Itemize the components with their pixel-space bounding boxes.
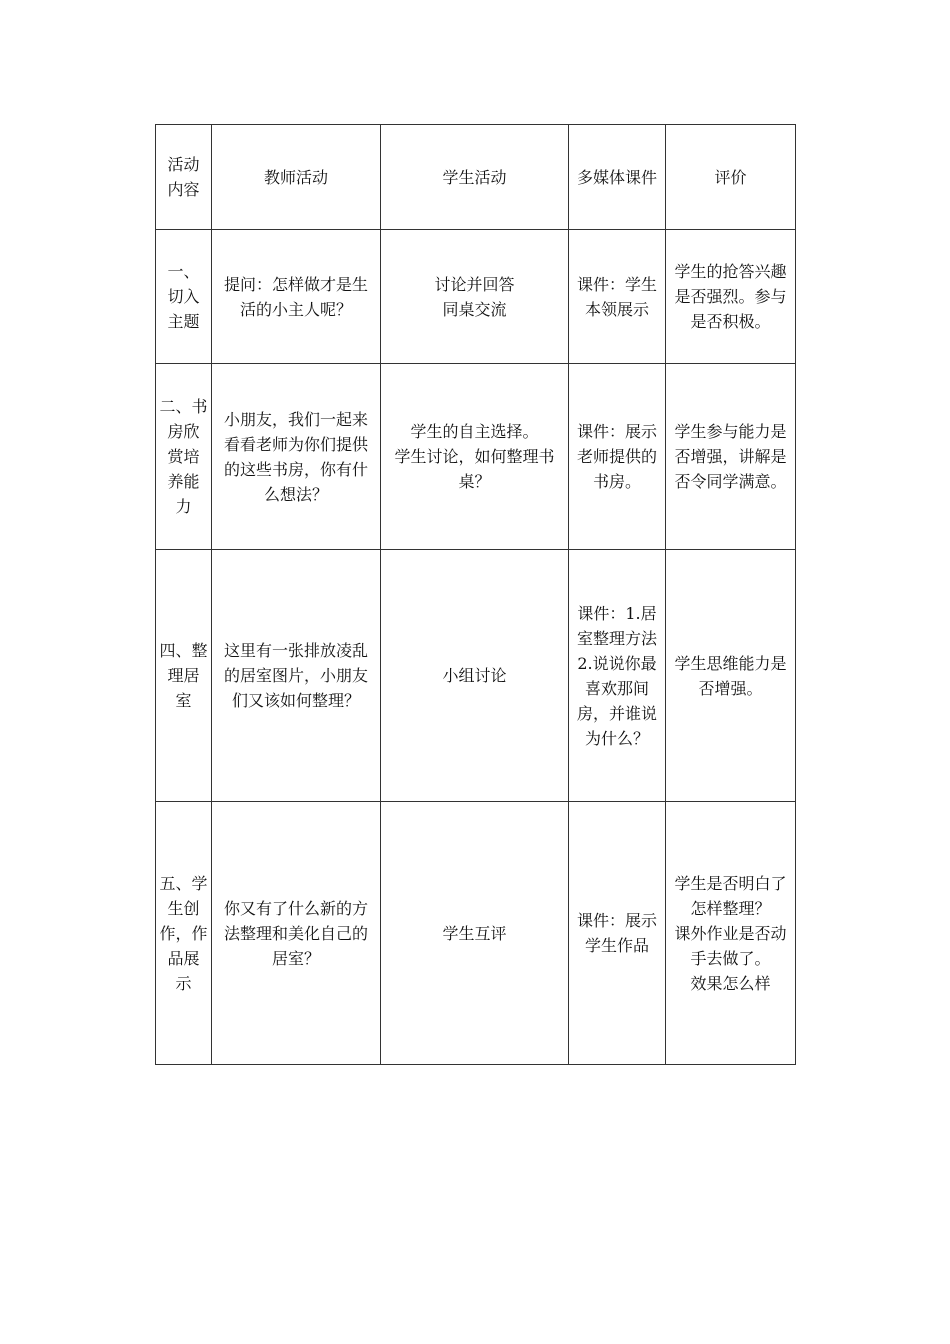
activity-cell: 五、学 生创 作，作 品展 示 xyxy=(156,802,212,1065)
activity-cell: 一、 切入 主题 xyxy=(156,230,212,364)
student-activity-cell: 学生的自主选择。 学生讨论，如何整理书 桌？ xyxy=(381,364,569,550)
table-row xyxy=(156,364,796,550)
header-teacher-activity: 教师活动 xyxy=(212,125,381,230)
student-activity-cell: 小组讨论 xyxy=(381,550,569,802)
activity-cell: 四、整 理居 室 xyxy=(156,550,212,802)
multimedia-cell: 课件：1.居 室整理方法 2.说说你最 喜欢那间 房，并谁说 为什么？ xyxy=(569,550,666,802)
teacher-activity-cell: 小朋友，我们一起来 看看老师为你们提供 的这些书房，你有什 么想法？ xyxy=(212,364,381,550)
teacher-activity-cell: 这里有一张排放凌乱 的居室图片，小朋友 们又该如何整理？ xyxy=(212,550,381,802)
table-row xyxy=(156,230,796,364)
student-activity-cell: 学生互评 xyxy=(381,802,569,1065)
multimedia-cell: 课件：展示 学生作品 xyxy=(569,802,666,1065)
teacher-activity-cell: 提问：怎样做才是生 活的小主人呢？ xyxy=(212,230,381,364)
header-student-activity: 学生活动 xyxy=(381,125,569,230)
multimedia-cell: 课件：展示 老师提供的 书房。 xyxy=(569,364,666,550)
evaluation-cell: 学生是否明白了 怎样整理？ 课外作业是否动 手去做了。 效果怎么样 xyxy=(666,802,796,1065)
table-header-row xyxy=(156,125,796,230)
header-evaluation: 评价 xyxy=(666,125,796,230)
multimedia-cell: 课件：学生 本领展示 xyxy=(569,230,666,364)
header-multimedia: 多媒体课件 xyxy=(569,125,666,230)
teacher-activity-cell: 你又有了什么新的方 法整理和美化自己的 居室？ xyxy=(212,802,381,1065)
table-row xyxy=(156,550,796,802)
evaluation-cell: 学生的抢答兴趣 是否强烈。参与 是否积极。 xyxy=(666,230,796,364)
activity-cell: 二、书 房欣 赏培 养能 力 xyxy=(156,364,212,550)
table-row xyxy=(156,802,796,1065)
student-activity-cell: 讨论并回答 同桌交流 xyxy=(381,230,569,364)
evaluation-cell: 学生参与能力是 否增强，讲解是 否令同学满意。 xyxy=(666,364,796,550)
evaluation-cell: 学生思维能力是 否增强。 xyxy=(666,550,796,802)
header-activity-content: 活动 内容 xyxy=(156,125,212,230)
lesson-plan-table xyxy=(155,124,796,1065)
